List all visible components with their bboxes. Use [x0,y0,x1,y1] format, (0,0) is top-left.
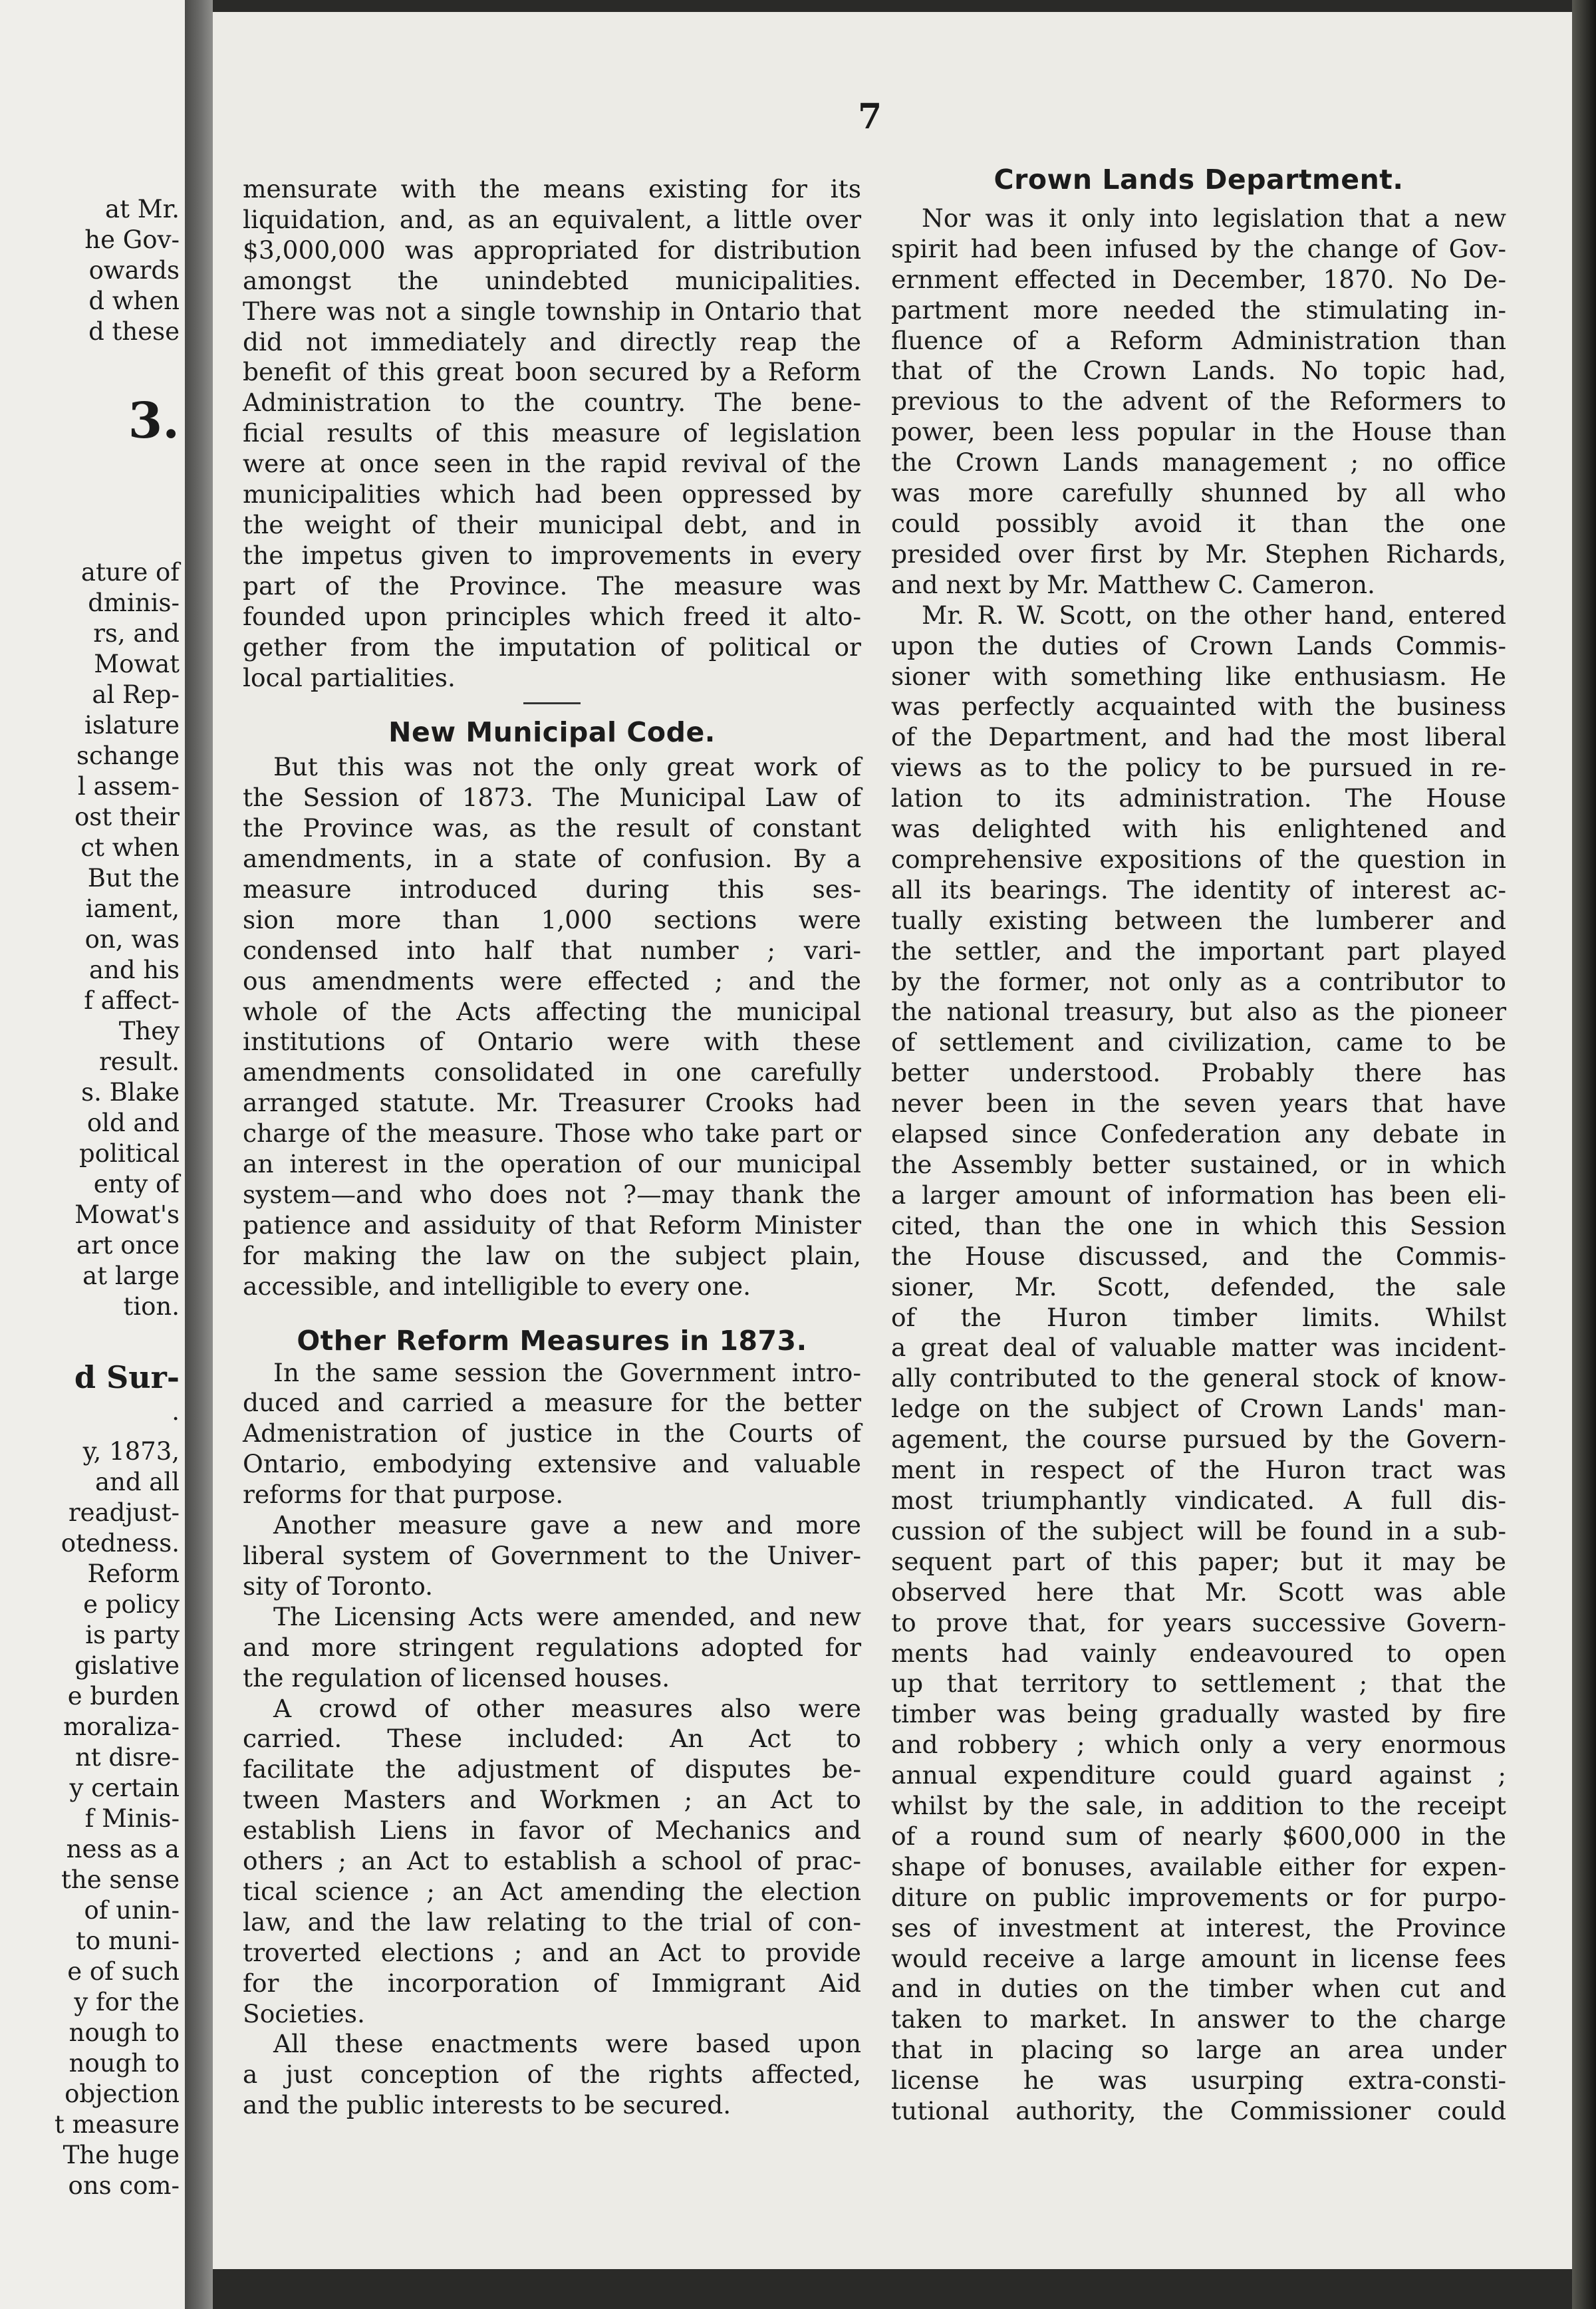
section-heading-crown-lands: Crown Lands Department. [994,164,1404,196]
previous-page-fragment: l assem- [77,772,180,801]
paragraph [243,1358,861,1511]
previous-page-fragment: The huge [63,2141,180,2169]
text-line: gether from the imputation of political or [243,632,861,662]
paragraph [243,1602,861,1694]
left-text-column [243,174,861,2121]
text-line: partment more needed the stimulating in- [891,295,1506,325]
text-line: ment in respect of the Huron tract was [891,1455,1506,1485]
text-line: the national treasury, but also as the pioneer [891,997,1506,1027]
previous-page-fragment: at large [82,1262,180,1290]
previous-page-fragment: islature [84,711,180,740]
text-line: measure introduced during this ses- [243,874,861,904]
previous-page-fragment: enty of [93,1170,180,1198]
text-line: lation to its administration. The House [891,783,1506,813]
previous-page-fragment: at Mr. [105,195,180,223]
text-line: patience and assiduity of that Reform Minister [243,1210,861,1240]
text-line: whilst by the sale, in addition to the receipt [891,1791,1506,1821]
text-line: the Crown Lands management ; no office [891,448,1506,477]
text-line: local partialities. [243,662,456,692]
text-line: Ontario, embodying extensive and valuable [243,1449,861,1479]
text-line: sion more than 1,000 sections were [243,904,861,934]
text-line: comprehensive expositions of the question in [891,844,1506,874]
paragraph [243,1694,861,2030]
text-line: shape of bonuses, available either for expen- [891,1851,1506,1881]
paragraph [243,1510,861,1602]
previous-page-fragment: Reform [87,1560,180,1588]
previous-page-fragment: nt disre- [74,1743,180,1772]
text-line: previous to the advent of the Reformers to [891,386,1506,416]
previous-page-fragment: art once [76,1231,180,1260]
previous-page-fragment: t measure [54,2110,180,2139]
text-line: Societies. [243,1998,365,2028]
text-line: reforms for that purpose. [243,1480,564,1510]
text-line: sity of Toronto. [243,1571,434,1601]
text-line: could possibly avoid it than the one [891,508,1506,538]
text-line: would receive a large amount in license fees [891,1943,1506,1973]
text-line: for the incorporation of Immigrant Aid [243,1968,861,1998]
text-line: liquidation, and, as an equivalent, a little over [243,204,861,234]
text-line: by the former, not only as a contributor to [891,966,1506,996]
text-line: ses of investment at interest, the Province [891,1913,1506,1943]
text-line: All these enactments were based upon [273,2029,861,2059]
text-line: the settler, and the important part played [891,936,1506,966]
text-line: of the Department, and had the most liberal [891,722,1506,752]
previous-page-fragment: and his [89,956,180,984]
text-line: agement, the course pursued by the Govern- [891,1425,1506,1454]
previous-page-fragment: the sense [61,1865,180,1894]
text-line: duced and carried a measure for the better [243,1388,861,1418]
text-line: of a round sum of nearly $600,000 in the [891,1821,1506,1851]
text-line: was more carefully shunned by all who [891,478,1506,508]
previous-page-fragment: of unin- [84,1896,180,1925]
text-line: were at once seen in the rapid revival of the [243,449,861,479]
previous-page-fragment: d when [88,287,180,315]
text-line: The Licensing Acts were amended, and new [273,1601,861,1631]
book-gutter [185,0,213,2309]
text-line: amendments consolidated in one carefully [243,1057,861,1087]
text-line: and more stringent regulations adopted for [243,1632,861,1662]
text-line: did not immediately and directly reap the [243,327,861,356]
text-line: upon the duties of Crown Lands Commis- [891,630,1506,660]
text-line: But this was not the only great work of [273,752,861,782]
previous-page-fragment: f Minis- [84,1804,180,1833]
text-line: elapsed since Confederation any debate in [891,1119,1506,1149]
text-line: sequent part of this paper; but it may be [891,1546,1506,1576]
previous-page-fragment: Mowat's [74,1200,180,1229]
text-line: fluence of a Reform Administration than [891,325,1506,355]
previous-page-fragment: ons com- [68,2171,180,2200]
text-line: the Assembly better sustained, or in which [891,1150,1506,1179]
previous-page-fragment: ness as a [66,1835,180,1863]
previous-page-fragment: They [118,1017,180,1045]
text-line: annual expenditure could guard against ; [891,1760,1506,1790]
text-line: A crowd of other measures also were [273,1693,861,1723]
text-line: facilitate the adjustment of disputes be- [243,1754,861,1784]
page-number: 7 [858,96,882,137]
text-line: was perfectly acquainted with the business [891,692,1506,722]
text-line: sioner, Mr. Scott, defended, the sale [891,1272,1506,1301]
text-line: amongst the unindebted municipalities. [243,265,861,295]
text-line: others ; an Act to establish a school of prac- [243,1846,861,1876]
previous-page-fragment: y certain [69,1774,180,1802]
text-line: of settlement and civilization, came to be [891,1027,1506,1057]
previous-page-fragment: . [172,1397,180,1426]
text-line: all its bearings. The identity of interest ac- [891,875,1506,904]
previous-page-fragment: otedness. [61,1529,180,1558]
text-line: timber was being gradually wasted by fire [891,1699,1506,1729]
text-line: license he was usurping extra-consti- [891,2066,1506,2096]
text-line: founded upon principles which freed it alto- [243,601,861,631]
previous-page-fragment: old and [86,1109,180,1137]
text-line: ficial results of this measure of legislation [243,418,861,448]
right-text-column [891,165,1506,2127]
previous-page-fragment: to muni- [76,1927,180,1955]
text-line: power, been less popular in the House than [891,417,1506,447]
text-line: and the public interests to be secured. [243,2090,732,2120]
text-line: condensed into half that number ; vari- [243,935,861,965]
text-line: part of the Province. The measure was [243,571,861,601]
text-line: of the Huron timber limits. Whilst [891,1302,1506,1332]
previous-page-fragment: al Rep- [92,680,180,709]
previous-page-fragment: ature of [80,558,180,587]
text-line: benefit of this great boon secured by a Reform [243,357,861,387]
text-line: the Session of 1873. The Municipal Law of [243,783,861,813]
text-line: and in duties on the timber when cut and [891,1974,1506,2004]
previous-page-fragment: readjust- [68,1498,180,1527]
previous-page-fragment: dminis- [88,589,180,617]
previous-page-fragment: d Sur- [74,1359,180,1395]
previous-page-fragment: f affect- [84,986,180,1015]
text-line: an interest in the operation of our municipal [243,1149,861,1179]
text-line: taken to market. In answer to the charge [891,2004,1506,2034]
text-line: views as to the policy to be pursued in re- [891,753,1506,783]
text-line: tical science ; an Act amending the election [243,1876,861,1906]
text-line: tween Masters and Workmen ; an Act to [243,1785,861,1815]
text-line: Another measure gave a new and more [273,1510,861,1540]
text-line: for making the law on the subject plain, [243,1240,861,1270]
text-line: to prove that, for years successive Govern- [891,1607,1506,1637]
page-edge-shadow [1572,0,1596,2309]
text-line: troverted elections ; and an Act to provide [243,1937,861,1967]
text-line: sioner with something like enthusiasm. He [891,661,1506,691]
text-line: amendments, in a state of confusion. By a [243,844,861,874]
previous-page-fragment: he Gov- [84,225,180,254]
text-line: and robbery ; which only a very enormous [891,1730,1506,1760]
previous-page-fragment: gislative [74,1651,180,1680]
text-line: a great deal of valuable matter was incident- [891,1333,1506,1363]
text-line: accessible, and intelligible to every one. [243,1271,751,1301]
text-line: better understood. Probably there has [891,1058,1506,1088]
text-line: observed here that Mr. Scott was able [891,1577,1506,1607]
text-line: cussion of the subject will be found in a sub- [891,1516,1506,1546]
text-line: institutions of Ontario were with these [243,1027,861,1057]
previous-page-fragment: e of such [67,1957,180,1986]
section-heading-other-measures: Other Reform Measures in 1873. [297,1324,807,1357]
previous-page-fragment: ost their [74,803,180,831]
text-line: municipalities which had been oppressed by [243,479,861,509]
text-line: Nor was it only into legislation that a new [922,203,1506,233]
text-line: In the same session the Government intro- [273,1357,861,1387]
text-line: tually existing between the lumberer and [891,905,1506,935]
text-line: the weight of their municipal debt, and in [243,509,861,539]
text-line: There was not a single township in Ontario that [243,296,861,326]
paragraph [243,174,861,693]
text-line: Administration to the country. The bene- [243,388,861,418]
text-line: ernment effected in December, 1870. No De- [891,264,1506,294]
previous-page-fragment: ct when [80,833,180,862]
paragraph [243,2029,861,2121]
text-line: a larger amount of information has been eli- [891,1180,1506,1210]
text-line: ally contributed to the general stock of know- [891,1363,1506,1393]
text-line: charge of the measure. Those who take part or [243,1119,861,1149]
text-line: mensurate with the means existing for its [243,174,861,204]
paragraph [891,601,1506,2127]
previous-page-fragment: e burden [67,1682,180,1710]
paragraph [243,752,861,1301]
text-line: the House discussed, and the Commis- [891,1241,1506,1271]
text-line: a just conception of the rights affected, [243,2060,861,2090]
text-line: tutional authority, the Commissioner could [891,2096,1506,2126]
text-line: $3,000,000 was appropriated for distribution [243,235,861,265]
previous-page-fragment: owards [88,256,180,285]
text-line: never been in the seven years that have [891,1089,1506,1119]
previous-page-fragment: iament, [85,894,180,923]
text-line: whole of the Acts affecting the municipal [243,996,861,1026]
text-line: the Province was, as the result of constant [243,813,861,843]
paragraph [891,204,1506,601]
previous-page-strip [0,0,185,2309]
previous-page-fragment: Mowat [94,650,180,678]
text-line: spirit had been infused by the change of Gov- [891,233,1506,263]
previous-page-fragment: y for the [74,1988,180,2016]
text-line: ments had vainly endeavoured to open [891,1638,1506,1668]
text-line: the impetus given to improvements in every [243,540,861,570]
previous-page-fragment: is party [85,1621,180,1649]
previous-page-fragment: But the [87,864,180,892]
text-line: diture on public improvements or for purpo- [891,1882,1506,1912]
text-line: and next by Mr. Matthew C. Cameron. [891,569,1375,599]
text-line: law, and the law relating to the trial of con- [243,1907,861,1937]
previous-page-fragment: nough to [68,2018,180,2047]
section-heading-municipal-code: New Municipal Code. [388,716,716,749]
previous-page-fragment: s. Blake [81,1078,180,1107]
previous-page-fragment: d these [88,317,180,346]
text-line: establish Liens in favor of Mechanics and [243,1816,861,1845]
previous-page-fragment: schange [76,742,180,770]
text-line: liberal system of Government to the Univer- [243,1540,861,1570]
text-line: arranged statute. Mr. Treasurer Crooks had [243,1088,861,1118]
previous-page-fragment: rs, and [93,619,180,648]
previous-page-fragment: 3. [128,392,180,450]
text-line: up that territory to settlement ; that the [891,1669,1506,1698]
text-line: cited, than the one in which this Session [891,1210,1506,1240]
text-line: that in placing so large an area under [891,2035,1506,2065]
text-line: system—and who does not ?—may thank the [243,1180,861,1209]
text-line: carried. These included: An Act to [243,1724,861,1754]
text-line: ledge on the subject of Crown Lands' man- [891,1394,1506,1424]
previous-page-fragment: objection [65,2080,180,2108]
previous-page-fragment: and all [94,1468,180,1496]
previous-page-fragment: tion. [123,1292,180,1321]
text-line: Admenistration of justice in the Courts of [243,1419,861,1448]
previous-page-fragment: on, was [84,925,180,954]
previous-page-fragment: political [79,1139,180,1168]
text-line: that of the Crown Lands. No topic had, [891,356,1506,386]
previous-page-fragment: y, 1873, [82,1437,180,1466]
previous-page-fragment: result. [99,1047,180,1076]
text-line: was delighted with his enlightened and [891,814,1506,844]
text-line: ous amendments were effected ; and the [243,966,861,996]
text-line: most triumphantly vindicated. A full dis- [891,1485,1506,1515]
previous-page-fragment: nough to [68,2049,180,2078]
text-line: Mr. R. W. Scott, on the other hand, entered [922,600,1506,630]
text-line: the regulation of licensed houses. [243,1663,670,1693]
previous-page-fragment: moraliza- [63,1712,180,1741]
text-line: presided over first by Mr. Stephen Richards, [891,539,1506,569]
previous-page-fragment: e policy [83,1590,180,1619]
